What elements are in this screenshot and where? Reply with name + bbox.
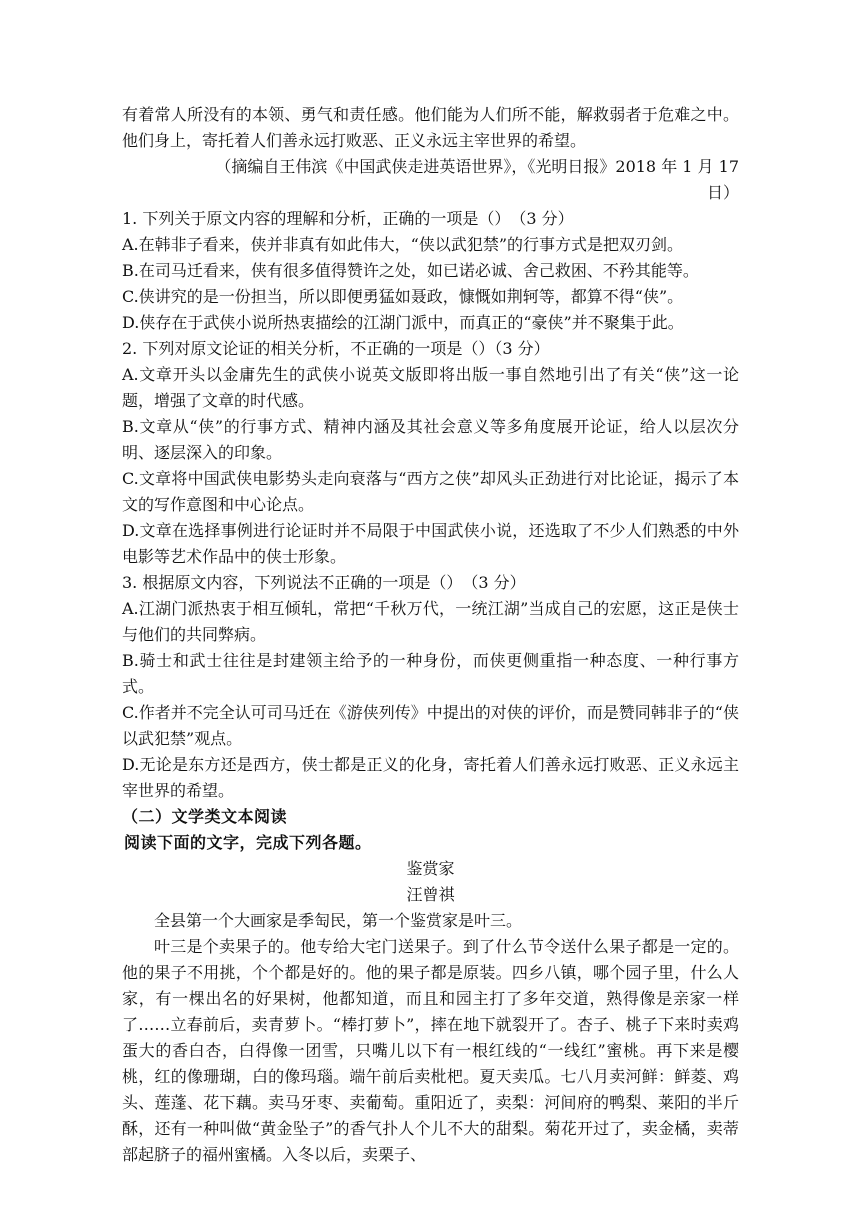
option-b: B.骑士和武士往往是封建领主给予的一种身份，而侠更侧重指一种态度、一种行事方式。 (122, 651, 739, 696)
option-a: A.文章开头以金庸先生的武侠小说英文版即将出版一事自然地引出了有关“侠”这一论题，增强了文章的时代感。 (122, 365, 739, 410)
question-stem: 3. 根据原文内容，下列说法不正确的一项是（） （3 分） (122, 573, 526, 592)
story-title: 鉴赏家 (406, 859, 455, 878)
option-c: C.作者并不完全认可司马迁在《游侠列传》中提出的对侠的评价，而是赞同韩非子的“侠以武犯禁”观点。 (122, 703, 739, 748)
option-b: B.文章从“侠”的行事方式、精神内涵及其社会意义等多角度展开论证，给人以层次分明、逐层深入的印象。 (122, 417, 739, 462)
story-paragraph: 全县第一个大画家是季匋民，第一个鉴赏家是叶三。 (154, 911, 523, 930)
option-c: C.侠讲究的是一份担当，所以即便勇猛如聂政，慷慨如荆轲等，都算不得“侠”。 (122, 287, 684, 306)
document-page (122, 102, 739, 1168)
option-a: A.江湖门派热衷于相互倾轧，常把“千秋万代，一统江湖”当成自己的宏愿，这正是侠士与他们的共同弊病。 (122, 599, 739, 644)
option-d: D.侠存在于武侠小说所热衷描绘的江湖门派中，而真正的“豪侠”并不聚集于此。 (122, 313, 684, 332)
passage-paragraph: 有着常人所没有的本领、勇气和责任感。他们能为人们所不能，解救弱者于危难之中。他们身上，寄托着人们善永远打败恶、正义永远主宰世界的希望。 (122, 105, 739, 150)
section-heading: （二）文学类文本阅读 (122, 807, 288, 826)
option-a: A.在韩非子看来，侠并非真有如此伟大，“侠以武犯禁”的行事方式是把双刃剑。 (122, 235, 684, 254)
story-paragraph: 叶三是个卖果子的。他专给大宅门送果子。到了什么节令送什么果子都是一定的。他的果子不用挑，个个都是好的。他的果子都是原装。四乡八镇，哪个园子里，什么人家，有一棵出名的好果树，他都知道，而且和园主打了多年交道，熟得像是亲家一样了……立春前后，卖青萝卜。“棒打萝卜”，摔在地下就裂开了。杏子、桃子下来时卖鸡蛋大的香白杏，白得像一团雪，只嘴儿以下有一根红线的“一线红”蜜桃。再下来是樱桃，红的像珊瑚，白的像玛瑙。端午前后卖枇杷。夏天卖瓜。七八月卖河鲜：鲜菱、鸡头、莲蓬、花下藕。卖马牙枣、卖葡萄。重阳近了，卖梨：河间府的鸭梨、莱阳的半斤酥，还有一种叫做“黄金坠子”的香气扑人个儿不大的甜梨。菊花开过了，卖金橘，卖蒂部起脐子的福州蜜橘。入冬以后，卖栗子、 (122, 937, 739, 1164)
section-instruction: 阅读下面的文字，完成下列各题。 (124, 833, 372, 852)
option-b: B.在司马迁看来，侠有很多值得赞许之处，如已诺必诚、舍己救困、不矜其能等。 (122, 261, 699, 280)
story-author: 汪曾祺 (406, 885, 455, 904)
option-c: C.文章将中国武侠电影势头走向衰落与“西方之侠”却风头正劲进行对比论证，揭示了本文的写作意图和中心论点。 (122, 469, 739, 514)
source-citation: （摘编自王伟滨《中国武侠走进英语世界》，《光明日报》2018 年 1 月 17 日） (215, 157, 739, 202)
option-d: D.无论是东方还是西方，侠士都是正义的化身，寄托着人们善永远打败恶、正义永远主宰世界的希望。 (122, 755, 739, 800)
question-2 (122, 336, 739, 570)
question-3 (122, 570, 739, 804)
option-d: D.文章在选择事例进行论证时并不局限于中国武侠小说，还选取了不少人们熟悉的中外电影等艺术作品中的侠士形象。 (122, 521, 739, 566)
question-1 (122, 206, 739, 336)
question-stem: 1. 下列关于原文内容的理解和分析，正确的一项是（） （3 分） (122, 209, 574, 228)
question-stem: 2. 下列对原文论证的相关分析，不正确的一项是（）（3 分） (122, 339, 550, 358)
